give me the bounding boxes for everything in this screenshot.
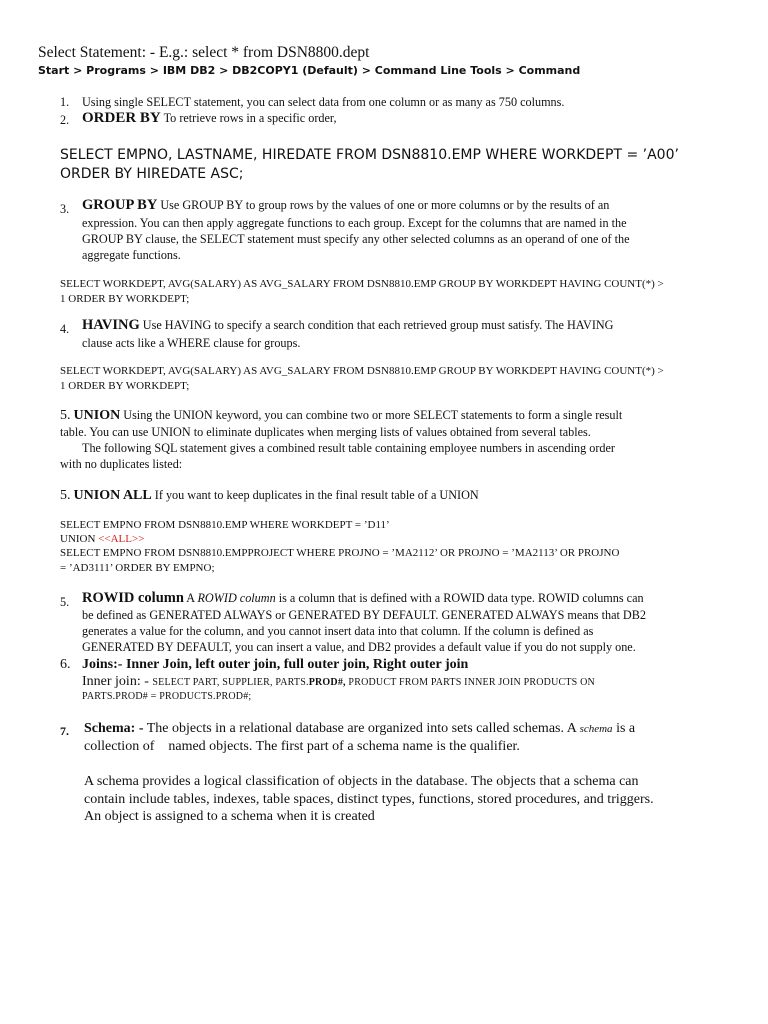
item-5b-text: If you want to keep duplicates in the final result table of a UNION xyxy=(151,488,479,502)
union-word: UNION xyxy=(60,533,99,545)
item-5-line-3: The following SQL statement gives a combined result table containing employee numbers in ascending order xyxy=(82,441,615,455)
having-query-line-2: 1 ORDER BY WORKDEPT; xyxy=(60,380,190,392)
inner-join-line-2: PARTS.PROD# = PRODUCTS.PROD#; xyxy=(82,691,252,702)
all-marker: <<ALL>> xyxy=(98,533,145,545)
item-5-line-4: with no duplicates listed: xyxy=(60,457,183,471)
item-4-line-1 xyxy=(82,318,613,334)
schema-keyword: Schema: - xyxy=(84,721,144,736)
item-5c-line-4: GENERATED BY DEFAULT, you can insert a value, and DB2 provides a default value if you do not supply one. xyxy=(82,640,636,654)
item-5-number: 5. xyxy=(60,408,71,423)
item-2-number: 2. xyxy=(60,113,70,127)
item-5c-line-3: generates a value for the column, and you cannot insert data into that column. If the column is defined as xyxy=(82,624,594,638)
order-by-keyword: ORDER BY xyxy=(82,110,161,126)
item-5-line-1 xyxy=(60,408,622,424)
group-query-line-1: SELECT WORKDEPT, AVG(SALARY) AS AVG_SALARY FROM DSN8810.EMP GROUP BY WORKDEPT HAVING COUNT(*) > xyxy=(60,278,664,290)
item-4-line-2: clause acts like a WHERE clause for groups. xyxy=(82,336,301,350)
item-4-number: 4. xyxy=(60,322,70,336)
item-5b-number: 5. xyxy=(60,488,71,503)
union-all-keyword: UNION ALL xyxy=(73,488,152,503)
item-7-number: 7. xyxy=(60,724,69,738)
item-3-line-1 xyxy=(82,198,609,214)
union-query-line-1: SELECT EMPNO FROM DSN8810.EMP WHERE WORKDEPT = ’D11’ xyxy=(60,519,390,531)
group-by-keyword: GROUP BY xyxy=(82,197,158,213)
item-3-line-2: expression. You can then apply aggregate functions to each group. Except for the columns that are named in the xyxy=(82,216,627,230)
item-5b-line xyxy=(60,488,479,504)
order-query-line-1: SELECT EMPNO, LASTNAME, HIREDATE FROM DSN8810.EMP WHERE WORKDEPT = ’A00’ xyxy=(60,147,679,163)
item-5c-number: 5. xyxy=(60,595,70,609)
order-query-line-2: ORDER BY HIREDATE ASC; xyxy=(60,166,244,182)
union-query-line-4: = ’AD3111’ ORDER BY EMPNO; xyxy=(60,562,215,574)
schema-para-line-2: contain include tables, indexes, table spaces, distinct types, functions, stored procedures, and triggers. xyxy=(84,792,654,807)
item-2-text: To retrieve rows in a specific order, xyxy=(160,111,337,125)
item-5c-text-a: A xyxy=(183,591,198,605)
group-query-line-2: 1 ORDER BY WORKDEPT; xyxy=(60,293,190,305)
inner-join-line-1 xyxy=(82,674,595,690)
item-5-line-2: table. You can use UNION to eliminate duplicates when merging lists of values obtained from several tables. xyxy=(60,425,591,439)
rowid-keyword: ROWID column xyxy=(82,590,184,606)
item-3-line-4: aggregate functions. xyxy=(82,248,181,262)
union-query-line-3: SELECT EMPNO FROM DSN8810.EMPPROJECT WHERE PROJNO = ’MA2112’ OR PROJNO = ’MA2113’ OR PROJNO xyxy=(60,547,620,559)
schema-para-line-3: An object is assigned to a schema when it is created xyxy=(84,809,375,824)
item-5c-text-b: is a column that is defined with a ROWID data type. ROWID columns can xyxy=(275,591,644,605)
item-7-line-2: collection of named objects. The first part of a schema name is the qualifier. xyxy=(84,739,520,754)
page-title: Select Statement: - E.g.: select * from DSN8800.dept xyxy=(38,44,370,61)
inner-join-query-b: PRODUCT FROM PARTS INNER JOIN PRODUCTS ON xyxy=(345,677,595,688)
having-keyword: HAVING xyxy=(82,317,140,333)
schema-para-line-1: A schema provides a logical classification of objects in the database. The objects that a schema can xyxy=(84,774,639,789)
item-5-text-1: Using the UNION keyword, you can combine two or more SELECT statements to form a single result xyxy=(120,408,623,422)
item-5c-italic: ROWID column xyxy=(197,591,276,605)
menu-path: Start > Programs > IBM DB2 > DB2COPY1 (Default) > Command Line Tools > Command xyxy=(38,64,581,77)
item-5c-line-1 xyxy=(82,591,644,607)
union-query-line-2 xyxy=(60,532,144,547)
having-query-line-1: SELECT WORKDEPT, AVG(SALARY) AS AVG_SALARY FROM DSN8810.EMP GROUP BY WORKDEPT HAVING COUNT(*) > xyxy=(60,365,664,377)
item-7-text-a: The objects in a relational database are organized into sets called schemas. A xyxy=(143,721,580,736)
item-5c-line-2: be defined as GENERATED ALWAYS or GENERATED BY DEFAULT. GENERATED ALWAYS means that DB2 xyxy=(82,608,646,622)
item-7-text-b: is a xyxy=(612,721,636,736)
item-2-line xyxy=(82,110,337,127)
item-3-text-1: Use GROUP BY to group rows by the values of one or more columns or by the results of an xyxy=(157,198,610,212)
item-1-text: Using single SELECT statement, you can select data from one column or as many as 750 columns. xyxy=(82,95,565,109)
joins-heading: Joins:- Inner Join, left outer join, full outer join, Right outer join xyxy=(82,657,469,672)
inner-join-query-a: SELECT PART, SUPPLIER, PARTS. xyxy=(152,677,309,688)
inner-join-label: Inner join: - xyxy=(82,674,153,689)
item-7-line-1 xyxy=(84,721,635,737)
union-keyword: UNION xyxy=(73,408,121,423)
item-1-number: 1. xyxy=(60,95,70,109)
item-3-number: 3. xyxy=(60,202,70,216)
item-4-text-1: Use HAVING to specify a search condition that each retrieved group must satisfy. The HAVING xyxy=(139,318,614,332)
item-6-number: 6. xyxy=(60,657,71,672)
item-7-italic: schema xyxy=(579,723,613,735)
inner-join-query-bold: PROD#, xyxy=(308,677,346,688)
item-3-line-3: GROUP BY clause, the SELECT statement must specify any other selected columns as an operand of one of the xyxy=(82,232,630,246)
